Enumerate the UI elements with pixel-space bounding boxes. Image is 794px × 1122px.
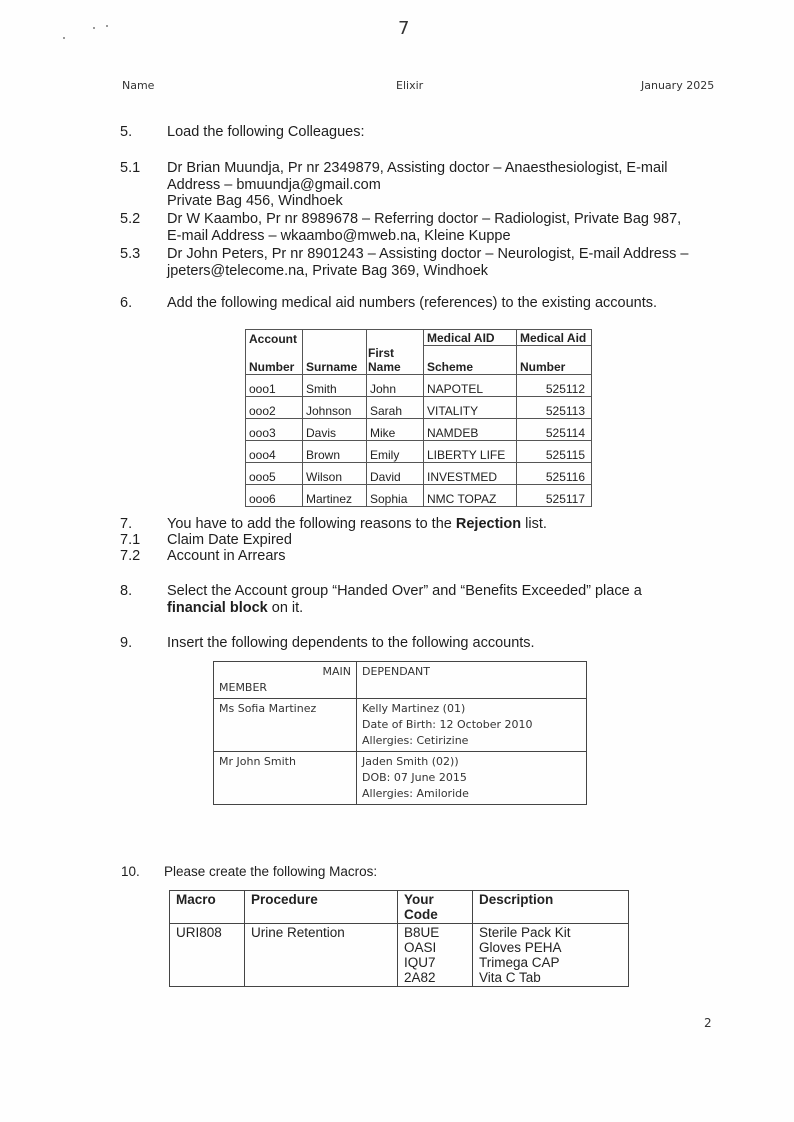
- medical-aid-number: 525112: [517, 374, 592, 396]
- scan-speck: [93, 27, 95, 29]
- colleague-line: jpeters@telecome.na, Private Bag 369, Windhoek: [167, 263, 489, 279]
- column-header: Medical Aid: [517, 330, 592, 346]
- account-number: ooo4: [246, 440, 303, 462]
- item-number: 7.2: [120, 548, 141, 564]
- medical-aid-scheme: NMC TOPAZ: [424, 484, 517, 506]
- table-header-row: [214, 662, 587, 699]
- main-member-header: [214, 662, 357, 699]
- dependant-dob: Date of Birth: 12 October 2010: [362, 718, 533, 731]
- header-date: January 2025: [641, 79, 715, 92]
- section-title: Please create the following Macros:: [164, 864, 378, 879]
- medical-aid-table: [245, 329, 592, 507]
- first-name: Mike: [367, 418, 424, 440]
- section-number: 9.: [120, 635, 133, 651]
- your-codes: [398, 924, 473, 987]
- column-header: Medical AID: [424, 330, 517, 346]
- medical-aid-number: 525117: [517, 484, 592, 506]
- colleague-line: Dr Brian Muundja, Pr nr 2349879, Assisting doctor – Anaesthesiologist, E-mail: [167, 160, 668, 176]
- table-header-row: [246, 330, 592, 346]
- instruction-line: Select the Account group “Handed Over” and “Benefits Exceeded” place a: [167, 583, 642, 599]
- account-number: ooo2: [246, 396, 303, 418]
- account-number: ooo6: [246, 484, 303, 506]
- table-row: [246, 484, 592, 506]
- account-number: ooo1: [246, 374, 303, 396]
- section-number: 10.: [121, 864, 140, 879]
- medical-aid-number: 525113: [517, 396, 592, 418]
- table-row: [246, 374, 592, 396]
- title-text: list.: [521, 516, 547, 532]
- surname: Smith: [303, 374, 367, 396]
- column-header: [303, 330, 367, 346]
- main-member: Mr John Smith: [214, 752, 357, 805]
- account-number: ooo3: [246, 418, 303, 440]
- column-header: [367, 330, 424, 346]
- scan-speck: [63, 37, 65, 39]
- column-header: Account: [246, 330, 303, 346]
- section-title: Add the following medical aid numbers (references) to the existing accounts.: [167, 295, 658, 311]
- medical-aid-scheme: VITALITY: [424, 396, 517, 418]
- dependant-allergies: Allergies: Amiloride: [362, 787, 469, 800]
- section-title: Insert the following dependents to the following accounts.: [167, 635, 535, 651]
- rejection-reason: Claim Date Expired: [167, 532, 292, 548]
- procedure: Urine Retention: [245, 924, 398, 987]
- surname: Wilson: [303, 462, 367, 484]
- header-text: MAIN: [322, 665, 351, 678]
- first-name: David: [367, 462, 424, 484]
- item-number: 5.1: [120, 160, 141, 176]
- medical-aid-scheme: INVESTMED: [424, 462, 517, 484]
- column-header: Number: [517, 346, 592, 375]
- scan-speck: [106, 25, 108, 27]
- table-row: [246, 462, 592, 484]
- title-text: You have to add the following reasons to the: [167, 516, 456, 532]
- first-name: Sophia: [367, 484, 424, 506]
- column-header: Surname: [303, 346, 367, 375]
- dependant-name: Jaden Smith (02)): [362, 755, 459, 768]
- macros-table: [169, 890, 629, 987]
- medical-aid-scheme: LIBERTY LIFE: [424, 440, 517, 462]
- first-name: John: [367, 374, 424, 396]
- table-row: [246, 440, 592, 462]
- colleague-line: Private Bag 456, Windhoek: [167, 193, 343, 209]
- rejection-reason: Account in Arrears: [167, 548, 286, 564]
- header-title: Elixir: [396, 79, 424, 92]
- instruction-text: on it.: [267, 600, 304, 616]
- rejection-emphasis: Rejection: [455, 516, 522, 532]
- first-name: Emily: [367, 440, 424, 462]
- dependant-header: DEPENDANT: [357, 662, 587, 699]
- column-header: Procedure: [245, 891, 398, 924]
- header-text: Your: [404, 892, 434, 907]
- column-header: Scheme: [424, 346, 517, 375]
- table-row: [246, 396, 592, 418]
- surname: Brown: [303, 440, 367, 462]
- medical-aid-number: 525116: [517, 462, 592, 484]
- table-row: [246, 418, 592, 440]
- table-row: [214, 699, 587, 752]
- item-number: 5.3: [120, 246, 141, 262]
- descriptions: [473, 924, 629, 987]
- item-code: OASI: [404, 940, 437, 955]
- header-name: Name: [122, 79, 155, 92]
- account-number: ooo5: [246, 462, 303, 484]
- header-text: Code: [404, 907, 438, 922]
- medical-aid-number: 525115: [517, 440, 592, 462]
- surname: Martinez: [303, 484, 367, 506]
- item-number: 5.2: [120, 211, 141, 227]
- item-description: Trimega CAP: [479, 955, 560, 970]
- instruction-line: [167, 600, 303, 616]
- column-header: [398, 891, 473, 924]
- header-text: MEMBER: [219, 681, 268, 694]
- section-title: Load the following Colleagues:: [167, 124, 365, 140]
- item-description: Sterile Pack Kit: [479, 925, 571, 940]
- item-code: B8UE: [404, 925, 440, 940]
- column-header: Macro: [170, 891, 245, 924]
- column-header: First Name: [367, 346, 424, 375]
- section-number: 5.: [120, 124, 133, 140]
- colleague-line: Address – bmuundja@gmail.com: [167, 177, 381, 193]
- item-code: 2A82: [404, 970, 436, 985]
- medical-aid-scheme: NAMDEB: [424, 418, 517, 440]
- item-code: IQU7: [404, 955, 436, 970]
- page-number: 2: [704, 1016, 712, 1030]
- dependant-details: [357, 752, 587, 805]
- colleague-line: E-mail Address – wkaambo@mweb.na, Kleine Kuppe: [167, 228, 511, 244]
- medical-aid-scheme: NAPOTEL: [424, 374, 517, 396]
- table-header-row: [170, 891, 629, 924]
- item-number: 7.1: [120, 532, 141, 548]
- main-member: Ms Sofia Martinez: [214, 699, 357, 752]
- item-description: Vita C Tab: [479, 970, 541, 985]
- colleague-line: Dr W Kaambo, Pr nr 8989678 – Referring doctor – Radiologist, Private Bag 987,: [167, 211, 682, 227]
- financial-block-emphasis: financial block: [167, 600, 268, 616]
- colleague-line: Dr John Peters, Pr nr 8901243 – Assisting doctor – Neurologist, E-mail Address –: [167, 246, 689, 262]
- section-number: 8.: [120, 583, 133, 599]
- surname: Johnson: [303, 396, 367, 418]
- dependents-table: [213, 661, 587, 805]
- dependant-dob: DOB: 07 June 2015: [362, 771, 467, 784]
- handwritten-mark: 7: [398, 18, 410, 39]
- column-header: Number: [246, 346, 303, 375]
- macro-code: URI808: [170, 924, 245, 987]
- dependant-allergies: Allergies: Cetirizine: [362, 734, 469, 747]
- column-header: Description: [473, 891, 629, 924]
- dependant-name: Kelly Martinez (01): [362, 702, 466, 715]
- table-header-row: [246, 346, 592, 375]
- section-number: 7.: [120, 516, 133, 532]
- table-row: [214, 752, 587, 805]
- first-name: Sarah: [367, 396, 424, 418]
- medical-aid-number: 525114: [517, 418, 592, 440]
- table-row: [170, 924, 629, 987]
- surname: Davis: [303, 418, 367, 440]
- item-description: Gloves PEHA: [479, 940, 562, 955]
- section-number: 6.: [120, 295, 133, 311]
- section-title: [167, 516, 547, 532]
- dependant-details: [357, 699, 587, 752]
